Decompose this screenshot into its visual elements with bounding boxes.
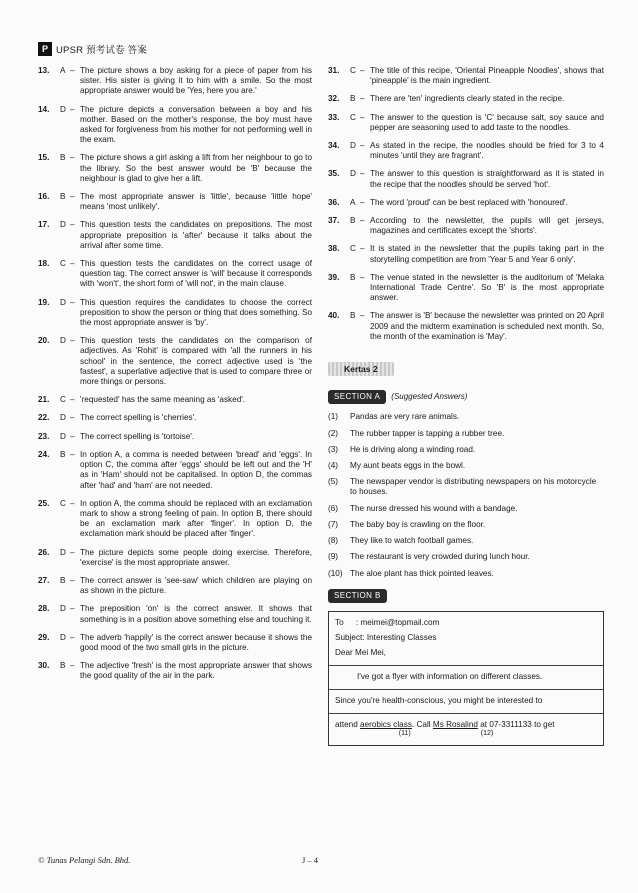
question-number: 18. bbox=[38, 259, 50, 269]
question-number: 28. bbox=[38, 604, 50, 614]
dash-separator: – bbox=[70, 395, 75, 405]
question-number: 37. bbox=[328, 216, 340, 226]
dash-separator: – bbox=[70, 259, 75, 269]
email-to-address: : meimei@topmail.com bbox=[355, 617, 440, 627]
question-answer-item bbox=[328, 141, 604, 161]
explanation-text: The picture depicts a conversation between a boy and his mother. Based on the mother's response, the boy must have asked for forgiveness from his mother for not performing well in the exam. bbox=[80, 104, 312, 145]
question-answer-item bbox=[328, 169, 604, 189]
answer-letter: D bbox=[60, 547, 66, 557]
answer-sentence: My aunt beats eggs in the bowl. bbox=[350, 461, 466, 471]
answer-letter: C bbox=[60, 395, 66, 405]
answer-sentence: They like to watch football games. bbox=[350, 536, 474, 546]
dash-separator: – bbox=[360, 169, 365, 179]
dash-separator: – bbox=[360, 94, 365, 104]
dash-separator: – bbox=[70, 66, 75, 75]
question-answer-item bbox=[38, 432, 312, 442]
dash-separator: – bbox=[70, 153, 75, 163]
dash-separator: – bbox=[70, 661, 75, 671]
answer-letter: D bbox=[60, 297, 66, 307]
explanation-text: The word 'proud' can be best replaced with 'honoured'. bbox=[370, 197, 568, 207]
right-column bbox=[328, 66, 604, 746]
answer-markers bbox=[295, 729, 597, 739]
question-number: 16. bbox=[38, 192, 50, 202]
question-answer-item bbox=[38, 499, 312, 540]
dash-separator: – bbox=[70, 498, 75, 508]
answer-letter: B bbox=[350, 311, 356, 321]
page-header bbox=[38, 41, 147, 57]
question-answer-item bbox=[38, 192, 312, 212]
question-number: 40. bbox=[328, 311, 340, 321]
section-a-answer bbox=[328, 504, 604, 514]
answer-letter: D bbox=[60, 336, 66, 346]
question-number: 31. bbox=[328, 66, 340, 75]
question-number: 33. bbox=[328, 112, 340, 122]
explanation-text: In option A, the comma should be replaced with an exclamation mark to show a strong feeling of pain. In option B, there should be an exclamation mark after 'finger'. In option D, the exclamation mark should be placed after 'finger'. bbox=[80, 498, 312, 539]
answer-letter: D bbox=[60, 220, 66, 230]
section-a-answer bbox=[328, 536, 604, 546]
question-number: 38. bbox=[328, 244, 340, 254]
letter-divider bbox=[329, 713, 603, 714]
publisher-logo: P bbox=[38, 42, 52, 56]
explanation-text: This question requires the candidates to choose the correct preposition to show the person or thing that does something. So the most appropriate answer is 'by'. bbox=[80, 297, 312, 328]
answer-letter: B bbox=[60, 661, 66, 671]
question-number: 13. bbox=[38, 66, 50, 75]
explanation-text: The title of this recipe, 'Oriental Pineapple Noodles', shows that 'pineapple' is the main ingredient. bbox=[370, 66, 604, 86]
question-answer-item bbox=[38, 336, 312, 387]
answer-number: (1) bbox=[328, 412, 339, 422]
section-a-answer bbox=[328, 461, 604, 471]
footer-publisher: © Tunas Pelangi Sdn. Bhd. bbox=[38, 855, 131, 865]
answer-letter: D bbox=[60, 431, 66, 441]
explanation-text: As stated in the recipe, the noodles should be fried for 3 to 4 minutes 'until they are fragrant'. bbox=[370, 141, 604, 161]
question-number: 22. bbox=[38, 413, 50, 423]
explanation-text: The correct spelling is 'cherries'. bbox=[80, 413, 197, 423]
answer-letter: D bbox=[60, 604, 66, 614]
dash-separator: – bbox=[70, 431, 75, 441]
email-letter-box bbox=[328, 611, 604, 746]
answer-sentence: Pandas are very rare animals. bbox=[350, 412, 460, 422]
explanation-text: It is stated in the newsletter that the pupils taking part in the storytelling competition are from 'Year 5 and Year 6 only'. bbox=[370, 244, 604, 264]
dash-separator: – bbox=[70, 336, 75, 346]
answer-letter: D bbox=[60, 632, 66, 642]
answer-number: (8) bbox=[328, 536, 339, 546]
answer-letter: B bbox=[60, 153, 66, 163]
answer-sentence: The baby boy is crawling on the floor. bbox=[350, 519, 486, 529]
answer-letter: B bbox=[350, 94, 356, 104]
answer-sentence: The aloe plant has thick pointed leaves. bbox=[350, 568, 494, 578]
dash-separator: – bbox=[360, 311, 365, 321]
answer-ms-rosalind: Ms Rosalind bbox=[432, 719, 478, 729]
answer-letter: D bbox=[60, 104, 66, 114]
question-number: 20. bbox=[38, 336, 50, 346]
answer-letter: B bbox=[60, 192, 66, 202]
answer-number: (3) bbox=[328, 444, 339, 454]
question-answer-item bbox=[38, 548, 312, 568]
explanation-text: The picture shows a boy asking for a piece of paper from his sister. His sister is giving it to him with a smile. So the most appropriate answer would be 'Yes, here you are.' bbox=[80, 66, 312, 96]
explanation-text: This question tests the candidates on the comparison of adjectives. As 'Rohit' is compared with 'all the runners in his school' in the sentence, the correct adjective used is 'the fastest', a superlative adjective that is used to compare three or more things or persons. bbox=[80, 336, 312, 387]
question-number: 14. bbox=[38, 104, 50, 114]
answer-number: (2) bbox=[328, 428, 339, 438]
answer-sentence: The nurse dressed his wound with a bandage. bbox=[350, 503, 518, 513]
answer-letter: A bbox=[60, 66, 66, 75]
dash-separator: – bbox=[360, 216, 365, 226]
question-answer-item bbox=[328, 113, 604, 133]
answer-number: (9) bbox=[328, 552, 339, 562]
question-number: 36. bbox=[328, 197, 340, 207]
section-a-badge: SECTION A bbox=[328, 390, 386, 404]
answer-letter: A bbox=[350, 197, 356, 207]
question-answer-item bbox=[38, 413, 312, 423]
answer-letter: B bbox=[350, 216, 356, 226]
answer-number: (4) bbox=[328, 461, 339, 471]
question-answer-item bbox=[38, 259, 312, 290]
email-to-line bbox=[335, 618, 597, 628]
explanation-text: This question tests the candidates on prepositions. The most appropriate preposition is 'after' because it talks about the arrival after some time. bbox=[80, 220, 312, 250]
question-answer-item bbox=[38, 220, 312, 251]
answer-number: (10) bbox=[328, 568, 343, 578]
explanation-text: This question tests the candidates on the correct usage of question tag. The correct answer is 'will' because it corresponds with 'won't', the short form of 'will not', in the main clause. bbox=[80, 259, 312, 289]
question-answer-item bbox=[38, 298, 312, 329]
explanation-text: The preposition 'on' is the correct answer. It shows that something is in a position above something else and touching it. bbox=[80, 604, 312, 624]
answer-letter: C bbox=[350, 244, 356, 254]
answer-sentence: The newspaper vendor is distributing newspapers on his motorcycle to houses. bbox=[350, 477, 597, 497]
question-number: 39. bbox=[328, 272, 340, 282]
email-subject: Subject: Interesting Classes bbox=[335, 632, 437, 642]
section-b-badge: SECTION B bbox=[328, 589, 387, 603]
section-a-answer bbox=[328, 445, 604, 455]
answer-letter: B bbox=[60, 449, 66, 459]
question-answer-item bbox=[38, 105, 312, 146]
answer-number: (6) bbox=[328, 503, 339, 513]
answer-sentence: The restaurant is very crowded during lunch hour. bbox=[350, 552, 530, 562]
dash-separator: – bbox=[360, 244, 365, 254]
dash-separator: – bbox=[70, 604, 75, 614]
explanation-text: In option A, a comma is needed between 'bread' and 'eggs'. In option C, the comma after 'eggs' should be left out and the 'H' as in 'Ham' should not be capitalised. In option D, the commas after 'had' and 'ham' are not needed. bbox=[80, 449, 312, 490]
question-answer-item bbox=[38, 450, 312, 491]
answer-letter: B bbox=[60, 575, 66, 585]
answer-letter: B bbox=[350, 272, 356, 282]
explanation-text: The adverb 'happily' is the correct answer because it shows the good mood of the two small girls in the picture. bbox=[80, 632, 312, 652]
question-answer-item bbox=[328, 198, 604, 208]
dash-separator: – bbox=[70, 104, 75, 114]
dash-separator: – bbox=[70, 297, 75, 307]
explanation-text: The answer to this question is straightforward as it is stated in the recipe that the noodles should be served 'hot'. bbox=[370, 169, 604, 189]
dash-separator: – bbox=[70, 632, 75, 642]
section-a-header bbox=[328, 390, 604, 404]
answer-number: (5) bbox=[328, 477, 339, 487]
question-answer-item bbox=[38, 661, 312, 681]
section-a-answer bbox=[328, 520, 604, 530]
right-question-list bbox=[328, 66, 604, 342]
question-number: 29. bbox=[38, 632, 50, 642]
answer-letter: C bbox=[60, 498, 66, 508]
question-answer-item bbox=[328, 66, 604, 86]
explanation-text: The venue stated in the newsletter is the auditorium of 'Melaka International Trade Centre'. So 'B' is the most appropriate answer. bbox=[370, 272, 604, 303]
dash-separator: – bbox=[360, 66, 365, 75]
answer-aerobics-class: aerobics class bbox=[360, 719, 412, 729]
answer-sentence: The rubber tapper is tapping a rubber tree. bbox=[350, 428, 505, 438]
question-number: 24. bbox=[38, 449, 50, 459]
explanation-text: The correct spelling is 'tortoise'. bbox=[80, 431, 195, 441]
question-answer-item bbox=[328, 311, 604, 342]
question-number: 32. bbox=[328, 94, 340, 104]
marker-11: (11) bbox=[398, 729, 411, 737]
question-number: 15. bbox=[38, 153, 50, 163]
question-number: 17. bbox=[38, 220, 50, 230]
footer-page-number: J – 4 bbox=[302, 855, 319, 865]
letter-divider bbox=[329, 689, 603, 690]
question-answer-item bbox=[38, 66, 312, 97]
letter-divider bbox=[329, 665, 603, 666]
answer-letter: D bbox=[60, 413, 66, 423]
email-line-3-end: at 07-3311133 to get bbox=[477, 719, 555, 729]
question-answer-item bbox=[38, 576, 312, 596]
left-column bbox=[38, 66, 312, 690]
dash-separator: – bbox=[360, 272, 365, 282]
question-answer-item bbox=[328, 244, 604, 264]
question-number: 34. bbox=[328, 141, 340, 151]
header-title: UPSR 預考试卷 答案 bbox=[56, 45, 148, 56]
section-a-answer bbox=[328, 477, 604, 497]
dash-separator: – bbox=[70, 192, 75, 202]
answer-letter: C bbox=[350, 66, 356, 75]
explanation-text: 'requested' has the same meaning as 'asked'. bbox=[80, 395, 246, 405]
dash-separator: – bbox=[360, 141, 365, 151]
explanation-text: The adjective 'fresh' is the most appropriate answer that shows the good quality of the air in the park. bbox=[80, 661, 312, 681]
email-line-3-mid: . Call bbox=[411, 719, 433, 729]
question-number: 26. bbox=[38, 547, 50, 557]
explanation-text: The most appropriate answer is 'little', because 'little hope' means 'most unlikely'. bbox=[80, 192, 312, 212]
answer-letter: D bbox=[350, 169, 356, 179]
question-number: 35. bbox=[328, 169, 340, 179]
dash-separator: – bbox=[70, 220, 75, 230]
section-a-answer bbox=[328, 412, 604, 422]
section-a-answer bbox=[328, 429, 604, 439]
question-number: 23. bbox=[38, 431, 50, 441]
section-a-subtitle: (Suggested Answers) bbox=[391, 392, 468, 402]
question-answer-item bbox=[328, 273, 604, 304]
section-a-answer bbox=[328, 552, 604, 562]
explanation-text: The answer to the question is 'C' because salt, soy sauce and pepper are seasoning used to add taste to the noodles. bbox=[370, 112, 604, 132]
email-line-2: Since you're health-conscious, you might be interested to bbox=[335, 695, 543, 705]
explanation-text: There are 'ten' ingredients clearly stated in the recipe. bbox=[370, 94, 565, 104]
answer-sentence: He is driving along a winding road. bbox=[350, 444, 476, 454]
explanation-text: The picture shows a girl asking a lift from her neighbour to go to the library. So the best answer would be 'B' because the neighbour is glad to give her a lift. bbox=[80, 153, 312, 183]
section-b-header bbox=[328, 589, 604, 603]
email-line-3-start: attend bbox=[335, 719, 361, 729]
question-answer-item bbox=[38, 395, 312, 405]
section-a-answer bbox=[328, 569, 604, 579]
dash-separator: – bbox=[360, 197, 365, 207]
email-to-label: To bbox=[335, 617, 344, 627]
question-number: 19. bbox=[38, 297, 50, 307]
question-answer-item bbox=[38, 153, 312, 184]
question-answer-item bbox=[328, 216, 604, 236]
question-number: 27. bbox=[38, 575, 50, 585]
dash-separator: – bbox=[70, 547, 75, 557]
marker-12: (12) bbox=[480, 729, 494, 737]
email-line-1: I've got a flyer with information on different classes. bbox=[357, 671, 543, 681]
question-answer-item bbox=[328, 94, 604, 104]
email-greeting: Dear Mei Mei, bbox=[335, 647, 386, 657]
explanation-text: The picture depicts some people doing exercise. Therefore, 'exercise' is the most appropriate answer. bbox=[80, 547, 312, 567]
question-number: 30. bbox=[38, 661, 50, 671]
question-answer-item bbox=[38, 604, 312, 624]
answer-letter: D bbox=[350, 141, 356, 151]
section-a-answers bbox=[328, 412, 604, 578]
question-number: 21. bbox=[38, 395, 50, 405]
dash-separator: – bbox=[70, 575, 75, 585]
answer-number: (7) bbox=[328, 519, 339, 529]
dash-separator: – bbox=[360, 112, 365, 122]
question-number: 25. bbox=[38, 498, 50, 508]
dash-separator: – bbox=[70, 449, 75, 459]
explanation-text: The correct answer is 'see-saw' which children are playing on as shown in the picture. bbox=[80, 575, 312, 596]
dash-separator: – bbox=[70, 413, 75, 423]
question-answer-item bbox=[38, 633, 312, 653]
explanation-text: According to the newsletter, the pupils will get jerseys, magazines and certificates except the 'shorts'. bbox=[370, 216, 604, 236]
explanation-text: The answer is 'B' because the newsletter was printed on 20 April 2009 and the midterm examination is scheduled next month. So, the month of the examination is 'May'. bbox=[370, 311, 604, 341]
kertas-label: Kertas 2 bbox=[328, 362, 394, 376]
answer-letter: C bbox=[60, 259, 66, 269]
answer-letter: C bbox=[350, 112, 356, 122]
